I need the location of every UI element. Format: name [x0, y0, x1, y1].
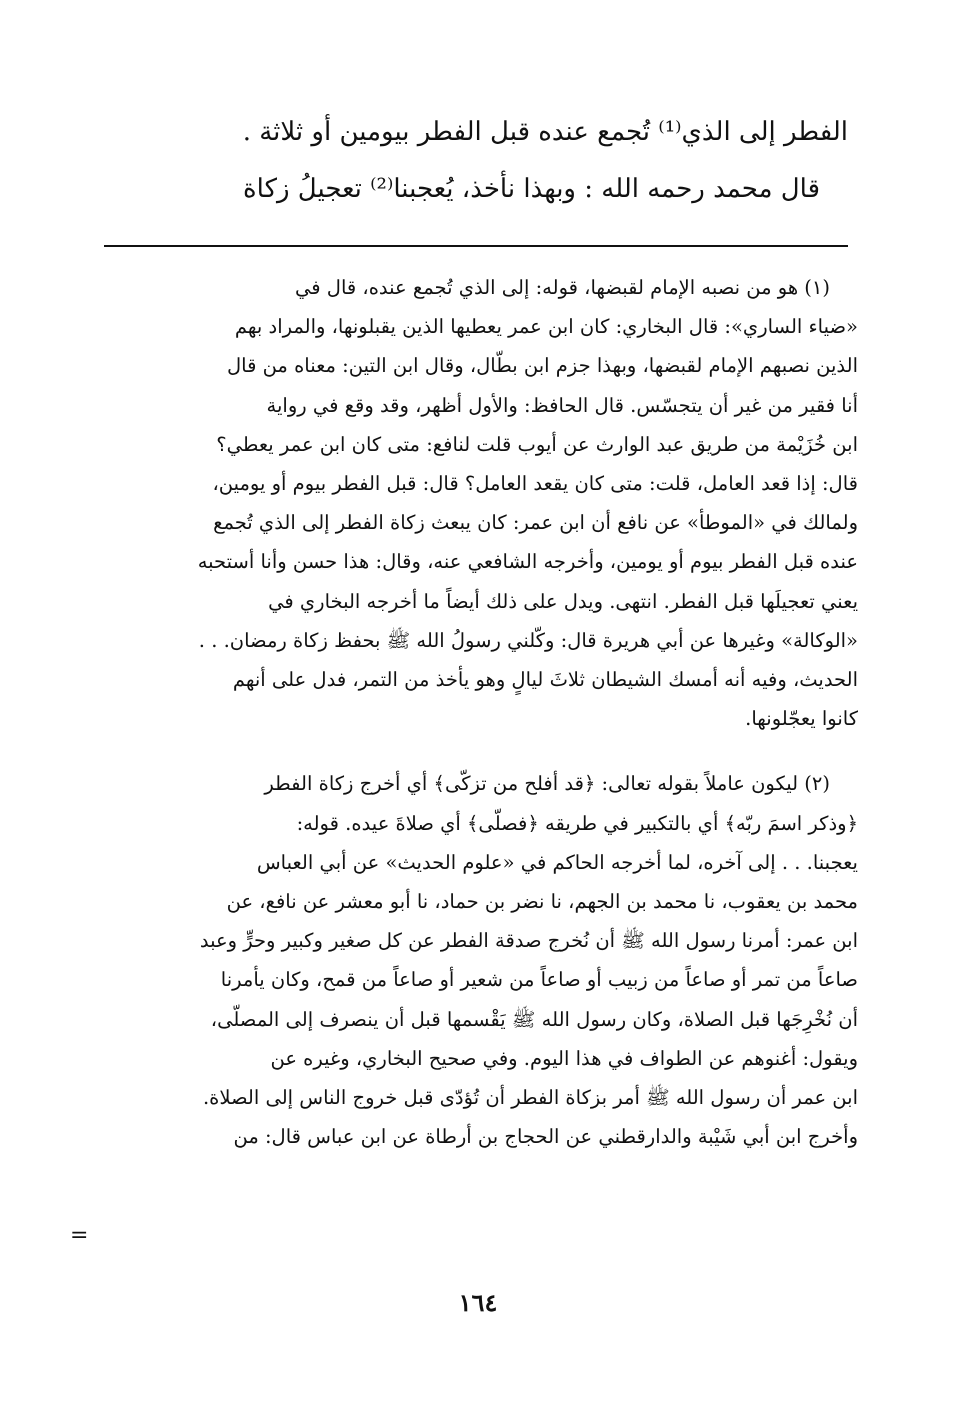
- footnote-line: يعني تعجيلَها قبل الفطر. انتهى. ويدل على ذلك أيضاً ما أخرجه البخاري في: [268, 589, 858, 613]
- footnote-line: كانوا يعجّلونها.: [745, 707, 858, 731]
- footnotes: [96, 268, 858, 1156]
- footnote-line: أنا فقير من غير أن يتجسّس. قال الحافظ: والأول أظهر، وقد وقع في رواية: [266, 393, 858, 417]
- footnote-line: «الوكالة» وغيرها عن أبي هريرة قال: وكّلني رسولُ الله ﷺ بحفظ زكاة رمضان. . .: [198, 628, 858, 652]
- footnote-line: عنده قبل الفطر بيوم أو يومين، وأخرجه الشافعي عنه، وقال: هذا حسن وأنا أستحبه: [197, 550, 858, 574]
- footnote-gap: [96, 738, 858, 764]
- footnote-line: محمد بن يعقوب، نا محمد بن الجهم، نا نضر بن حماد، نا أبو معشر عن نافع، عن: [226, 890, 858, 914]
- footnote-1: [96, 268, 858, 738]
- footnote-2: [96, 764, 858, 1156]
- footnote-line: الذين نصبهم الإمام لقبضها، وبهذا جزم ابن بطّال، وقال ابن التين: معناه من قال: [226, 354, 858, 378]
- page-number: ١٦٤: [458, 1288, 498, 1317]
- footnote-separator: [104, 245, 848, 247]
- footnote-line: ابن خُزَيْمة من طريق عبد الوارث عن أيوب قلت لنافع: متى كان ابن عمر يعطي؟: [216, 432, 858, 456]
- footnote-line: يعجبنا. . . إلى آخره، لما أخرجه الحاكم في «علوم الحديث» عن أبي العباس: [256, 850, 858, 874]
- footnote-line: ﴿وذكر اسمَ ربّه﴾ أي بالتكبير في طريقه ﴿فصلّى﴾ أي صلاةَ عيده. قوله:: [296, 811, 858, 835]
- footnote-line: «ضياء الساري»: قال البخاري: كان ابن عمر يعطيها الذين يقبلونها، والمراد بهم: [234, 315, 858, 339]
- footnote-line: قال: إذا قعد العامل، قلت: متى كان يقعد العامل؟ قال: قبل الفطر بيوم أو يومين،: [212, 472, 858, 496]
- footnote-line: أن نُخْرِجَها قبل الصلاة، وكان رسول الله ﷺ يَقْسمها قبل أن ينصرف إلى المصلّى،: [210, 1007, 858, 1031]
- main-text-line: قال محمد رحمه الله : وبهذا نأخذ، يُعجبنا⁽²⁾ تعجيلُ زكاة: [243, 174, 820, 204]
- footnote-line: ابن عمر: أمرنا رسول الله ﷺ أن نُخرج صدقة الفطر عن كل صغير وكبير وحرٍّ وعبد: [199, 929, 858, 953]
- main-text-line: الفطر إلى الذي⁽¹⁾ تُجمع عنده قبل الفطر بيومين أو ثلاثة .: [242, 117, 848, 147]
- footnote-line: الحديث، وفيه أنه أمسك الشيطان ثلاثَ ليالٍ وهو يأخذ من التمر، فدل على أنهم: [232, 668, 858, 692]
- footnote-line: ولمالك في «الموطأ» عن نافع أن ابن عمر: كان يبعث زكاة الفطر إلى الذي تُجمع: [213, 511, 858, 535]
- footnote-line: وأخرج ابن أبي شَيْبة والدارقطني عن الحجاج بن أرطاة عن ابن عباس قال: من: [233, 1125, 858, 1149]
- footnote-line: ابن عمر أن رسول الله ﷺ أمر بزكاة الفطر أن تُؤدّى قبل خروج الناس إلى الصلاة.: [202, 1086, 858, 1110]
- main-text: [108, 104, 848, 218]
- continuation-mark: =: [70, 1223, 89, 1248]
- footnote-line: ويقول: أغنوهم عن الطواف في هذا اليوم. وفي صحيح البخاري، وغيره عن: [270, 1046, 858, 1070]
- footnote-line: (٢) ليكون عاملاً بقوله تعالى: ﴿قد أفلح من تزكّى﴾ أي أخرج زكاة الفطر: [264, 772, 830, 796]
- footnote-line: صاعاً من تمر أو صاعاً من زبيب أو صاعاً من شعير أو صاعاً من قمح، وكان يأمرنا: [220, 968, 858, 992]
- footnote-line: (١) هو من نصبه الإمام لقبضها، قوله: إلى الذي تُجمع عنده، قال في: [295, 276, 830, 299]
